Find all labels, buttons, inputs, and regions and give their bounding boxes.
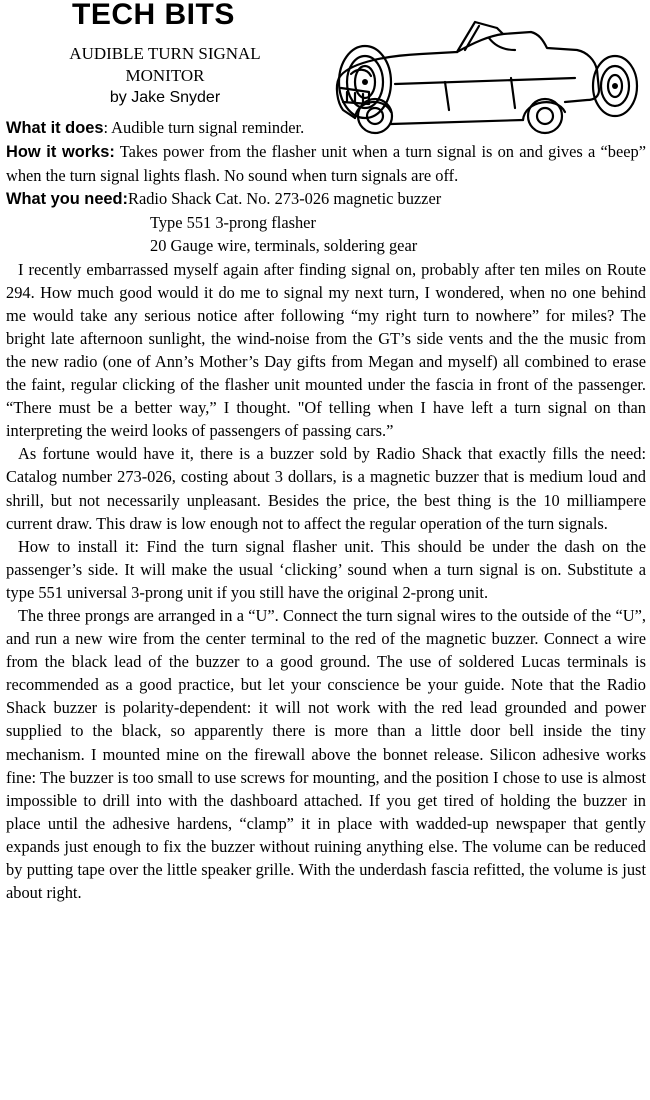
- how-it-works: [6, 140, 646, 187]
- paragraph-1: I recently embarrassed myself again after finding signal on, probably after ten miles on Route 294. How much good would it do me to signal my next turn, I wondered, when no one behind me would take any serious notice after following “my right turn to nowhere” for miles? The bright late afternoon sunlight, the wind-noise from the GT’s side vents and the the music from the new radio (one of Ann’s Mother’s Day gifts from Megan and myself) all combined to erase the faint, regular clicking of the flasher unit mounted under the fascia in front of the passenger. “There must be a better way,” I thought. "Of telling when I have left a turn signal on than interpreting the weird looks of passengers of passing cars.”: [6, 259, 646, 441]
- section-heading: TECH BITS: [72, 0, 235, 31]
- need-item-1: [6, 187, 646, 211]
- paragraph-2: As fortune would have it, there is a buzzer sold by Radio Shack that exactly fills the need: Catalog number 273-026, costing about 3 dollars, is a magnetic buzzer that is medium loud and shrill, but not necessarily unpleasant. Besides the price, the best thing is the 10 milliampere current draw. This draw is low enough not to affect the regular operation of the turn signals.: [6, 444, 646, 533]
- paragraph-4: The three prongs are arranged in a “U”. Connect the turn signal wires to the outside of the “U”, and run a new wire from the center terminal to the red of the magnetic buzzer. Connect a wire from the black lead of the buzzer to a good ground. The use of soldered Lucas terminals is recommended as a good practice, but let your conscience be your guide. Note that the Radio Shack buzzer is polarity-dependent: it will not work with the red lead grounded and power supplied to the black, so apparently there is more than a little door bell inside the tiny mechanism. I mounted mine on the firewall above the bonnet release. Silicon adhesive works fine: The buzzer is too small to use screws for mounting, and the position I chose to use is almost impossible to drill into with the dashboard attached. If you get tired of holding the buzzer in place until the adhesive hardens, “clamp” it in place with wadded-up newspaper that gently expands just enough to fix the buzzer without ruining anything else. The volume can be reduced by putting tape over the little speaker grille. With the underdash fascia refitted, the volume is just about right.: [6, 605, 646, 903]
- article-body: [6, 116, 646, 904]
- need-item-text: Radio Shack Cat. No. 273-026 magnetic buzzer: [128, 189, 442, 209]
- how-it-works-label: How it works:: [6, 143, 115, 162]
- what-it-does-label: What it does: [6, 119, 104, 137]
- what-you-need: [6, 187, 646, 257]
- article-title-line-1: AUDIBLE TURN SIGNAL: [69, 44, 261, 63]
- article-byline: by Jake Snyder: [109, 89, 221, 106]
- article-title-block: [40, 43, 290, 109]
- article-title-line-2: MONITOR: [125, 66, 205, 85]
- how-it-works-text: Takes power from the flasher unit when a turn signal is on and gives a “beep” when the turn signal lights flash. No sound when turn signals are off.: [6, 142, 646, 186]
- need-item-2: Type 551 3-prong flasher: [150, 213, 316, 233]
- what-it-does-text: : Audible turn signal reminder.: [103, 118, 305, 137]
- what-it-does: [6, 116, 306, 140]
- paragraph-3: How to install it: Find the turn signal flasher unit. This should be under the dash on the passenger’s side. It will make the usual ‘clicking’ sound when a turn signal is on. Substitute a type 551 universal 3-prong unit if you still have the original 2-prong unit.: [6, 536, 646, 602]
- what-you-need-label: What you need:: [6, 190, 129, 209]
- need-item-3: 20 Gauge wire, terminals, soldering gear: [150, 236, 418, 256]
